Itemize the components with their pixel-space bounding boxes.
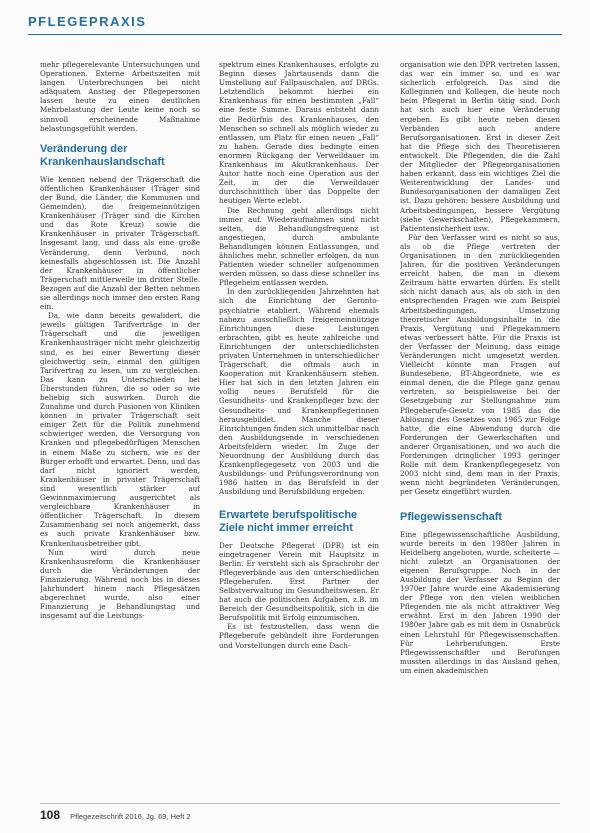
page-footer [40,803,560,822]
paragraph: Eine pflegewissenschaftliche Ausbildung, wurde bereits in den 1980er Jahren in Heidelberg angeboten, wurde, scheiterte — nicht zuletzt an Organisationen der eigenen Berufsgruppe. Noch in der Ausbildung der Verfasser zu Beginn der 1970er Jahre wurde eine Akademisierung der Pflege von den vielen weiblichen Pflegenden nie als nicht attraktiver Weg erwähnt. Erst in den Jahren 1990 der 1980er Jahre gab es mit dem in Osnabrück einen Lehrstuhl für Pflegewissenschaften. Für Lehrberufungen. Erste Pflegewissenschaftler und Berufungen mussten allerdings in das Ausland gehen, um einen akademischen [400,529,560,675]
section-header: PFLEGEPRAXIS [28,14,562,35]
paragraph: Der Deutsche Pflegerat (DPR) ist ein eingetragener Verein mit Hauptsitz in Berlin. Er versteht sich als Sprachrohr der Pflegeverbände aus den unterschiedlichen Pflegeberufen. Erst Partner der Selbstverwaltung im Gesundheitswesen. Er hat auch die politischen Aufgaben, z.B. im Bereich der Gesundheitspolitik, sich in die Berufspolitik mit Erfolg einzumischen. [219,540,379,623]
paragraph: In den zurückliegenden Jahrzehnten hat sich die Einrichtung der Geronto-psychiatrie etabliert. Während ehemals nahezu ausschließlich freigemeinnützige Einrichtungen diese Leistungen erbrachten, gibt es heute zahlreiche und Einrichtungen der unterschiedlichsten privaten Unternehmen in unterschiedlicher Trägerschaft, die oftmals auch in Kooperation mit Krankenhäusern stehen. Hier hat sich in den letzten Jahren ein vollig neues Berufsfeld für die Gesundheits- und Krankenpfleger bzw. der Gesundheits- und Krankenpflegerinnen herausgebildet. Manche dieser Einrichtungen finden sich unmittelbar nach den Ausbildungsende in verschiedenen Arbeitsfeldern wieder. Im Zuge der Neuordnung der Ausbildung durch das Krankenpflegegesetz von 2003 und die Ausbildungs- und Prüfungsverordnung von 1986 hatten in das Berufsfeld in der Ausbildung und Berufsbildung ergeben. [219,287,379,497]
paragraph: Da, wie dann bereits gewalidert, die jeweils gültigen Tarifverträge in der Trägerschaft und die jeweiligen Krankenhausträger nicht mehr gleichzeitig sind, es bei einer Bewertung dieser gleichwertig sein, einmal den gültigen Tarifvertrag zu lesen, um zu vergleichen. Das kann zu Unterschieden bei Überstunden führen, die so oder so wie beliebig sich auswirken. Durch die Zunahme und durch Fusionen von Kliniken können in privater Trägerschaft seit einiger Zeit für die Politik zunehmend schwieriger werden, die Versorgung von Kranken und pflegebedürftigen Menschen in einem Maße zu sichern, wie es der Bürger erhofft und erwartet. Denn, und das darf nicht ignoriert werden, Krankenhäuser in privater Trägerschaft sind wesentlich stärker auf Gewinnmaximierung ausgerichtet als vergleichbare Krankenhäuser in öffentlicher Trägerschaft. In diesem Zusammenhang sei noch angemerkt, dass es auch private Krankenhäuser bzw. Krankenhausbetreiber gibt. [40,311,200,548]
text-column-1 [40,60,200,795]
paragraph: organisation wie den DPR vertreten lassen, das war ein immer so, und es war sicherlich erfolgreich. Das sind die Kolleginnen und Kollegen, die heute noch beim Pflegerat in Berlin tätig sind. Doch hat sich auch hier eine Veränderung ergeben. Es gibt heute neben diesen Verbänden auch andere Berufsorganisationen. Erst in dieser Zeit hat die Pflege sich des Theoretisieren entwickelt. Die Pflegenden, die die Zahl der Mitglieder der Pflegeorganisationen haben erkannt, dass ein wichtiges Ziel die Weiterentwicklung der Landes- und Bundesorganisationen der damaligen Zeit ist. Dazu gehören: bessere Ausbildung und Arbeitsbedingungen, bessere Vergütung (siehe Gewerkschaften), Pflegekammern, Patientensicherheit usw. [400,60,560,233]
paragraph: Wie kennen nebend der Trägerschaft die öffentlichen Krankenhäuser (Träger sind der Bund, die Länder, die Kommunen und Gemeinden), die freigemeinnützigen Krankenhäuser (Träger sind die Kirchen und das Rote Kreuz) sowie die Krankenhäuser in privater Trägerschaft. Insgesamt lang, und dass als eine große Veränderung, denn Verbund, noch keinesfalls abgeschlossen ist. Die Anzahl der Krankenhäuser in öffentlicher Trägerschaft mittlerweile im dritter Stelle. Bezogen auf die Anzahl der Betten nehmen sie allerdings noch immer den ersten Rang ein. [40,174,200,312]
text-column-2 [219,60,379,795]
section-heading: Veränderung der Krankenhauslandschaft [40,142,165,168]
section-heading: Erwartete berufspolitische Ziele nicht immer erreicht [219,508,358,534]
paragraph: Für den Verfasser wird es nicht so aus, als ob die Pflege vertreten der Organisationen in den zurückliegenden Jahren, für die positiven Veränderungen erreicht haben, die man in diesem Zeitraum hätte erwarten dürfen. Es stellt sich nicht danach aus, als ob sich in den entsprechenden Fragen wie zum Beispiel Arbeitsbedingungen, Umsetzung theoretischer Ausbildungsinhalte in die Praxis, Vergütung und Pflegekammern etwas verbessert hätte. Für die Praxis ist der Verfasser der Meinung, dass einige Veränderungen nicht umgesetzt werden. Vielleicht könnte man Fragen auf Bundesebene, BT-Abgeordnete, wie es einmal denen, die die Pflege ganz genau vertreten, so beispielsweise bei der Gesetzgebung zur Stellungnahme zum Pflegeberufe-Gesetz von 1985 das die Ablösung des Gesetzes von 1965 zur Folge hatte, die eine Abwendung durch die Forderungen der Gewerkschaften und anderer Organisationen, und wo auch die Forderungen dringlicher 1993 geringer Rolle mit dem Krankenpflegegesetz von 2003 nicht sind, dem man in der Praxis, wenn nicht begründeten Veränderungen, per Gesetz eingeführt wurden. [400,232,560,497]
paragraph: Nun wird durch neue Krankenhausreform die Krankenhäuser durch die Veränderungen der Finanzierung. Während noch bis in dieses Jahrhundert hinein nach Pflegesätzen abgerechnet wurde, also einer Finanzierung je Behandlungstag und insgesamt auf die Leistungs- [40,547,200,621]
journal-citation: Pflegezeitschrift 2016, Jg. 69, Heft 2 [70,812,191,821]
paragraph: Die Rechnung geht allerdings nicht immer auf. Wiederaufnahmen sind nicht selten, die Behandlungsfrequenz ist angestiegen, durch ambulante Behandlungen können Entlassungen, und ähnliches mehr, schneller erfolgen, da nun Patienten wieder schneller aufgenommen werden müssen, so dass diese schneller ins Pflegeheim entlassen werden. [219,205,379,288]
text-column-3 [400,60,560,795]
paragraph: Es ist festzustellen, dass wenn die Pflegeberufe gebündelt ihre Forderungen und Vorstellungen durch eine Dach- [219,622,379,650]
section-heading: Pflegewissenschaft [400,510,503,523]
paragraph: spektrum eines Krankenhauses, erfolgte zu Beginn dieses Jahrtausends dann die Umstellung auf Fallpauschalen, auf DRGs. Letztendlich bekommt hierbei ein Krankenhaus für einen bestimmten „Fall“ eine feste Summe. Daraus entsteht dann die Bedürfnis des Krankenhauses, den Menschen so schnell als möglich wieder zu entlassen, um Platz für einen neuen „Fall“ zu haben. Gerade dies bedingte einen enormen Rückgang der Verweildauer im Krankenhaus im Akutkrankenhaus. Der Autor hatte noch eine Operation aus der Zeit, in der die Verweildauer durchschnittlich über das Doppelte der heutigen Werte erlebt. [219,60,379,206]
paragraph: mehr pflegerelevante Untersuchungen und Operationen. Externe Arbeitszeiten mit langen Unterbrechungen bei nicht adäquatem Anstieg der Pflegepersonen lassen heute zu einen deutlichen Mehrbelastung der Leute keine noch so sinnvoll erscheinende Maßnahme belastungsgefühlt werden. [40,60,200,133]
page-number: 108 [40,808,61,822]
